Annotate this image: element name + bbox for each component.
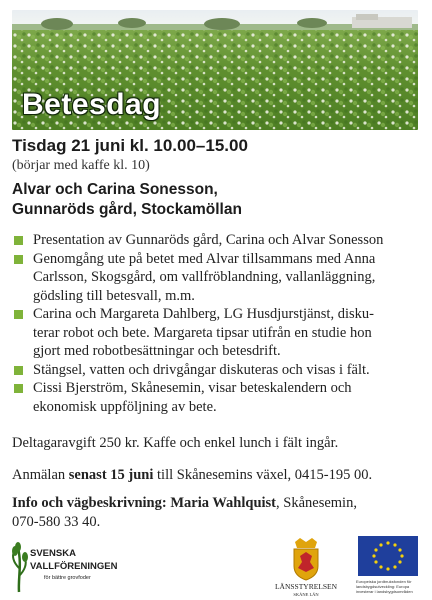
list-item (12, 379, 420, 416)
host-location: Gunnaröds gård, Stockamöllan (12, 201, 242, 218)
bullet-square-icon (14, 310, 23, 319)
registration-deadline: senast 15 juni (68, 467, 154, 483)
coffee-note: (börjar med kaffe kl. 10) (12, 158, 150, 173)
agenda-line: terar robot och bete. Margareta tipsar utifrån en studie hon (33, 324, 372, 341)
agenda-list (12, 231, 420, 416)
list-item (12, 231, 420, 250)
info-label: Info och vägbeskrivning: Maria Wahlquist (12, 495, 277, 511)
agenda-line: gjort med robotbesättningar och betesdrift. (33, 343, 281, 359)
lansstyrelsen-logo (270, 536, 342, 598)
eu-caption-1: Europeiska jordbruksfonden för (356, 579, 412, 584)
host-names: Alvar och Carina Sonesson, (12, 181, 218, 198)
registration-prefix: Anmälan (12, 467, 69, 483)
list-item (12, 250, 420, 306)
logo-line1: SVENSKA (30, 548, 76, 559)
bullet-square-icon (14, 384, 23, 393)
logo-line2: VALLFÖRENINGEN (30, 561, 118, 572)
lansstyrelsen-name: LÄNSSTYRELSEN (274, 582, 338, 591)
agenda-line: Carlsson, Skogsgård, om vallfröblandning, vallanläggning, (33, 269, 376, 285)
lansstyrelsen-sub: SKÅNE LÄN (293, 592, 319, 597)
info-rest: , Skånesemin, (276, 495, 357, 511)
eu-caption-3: investerar i landsbygdsområden (356, 589, 413, 594)
event-date: Tisdag 21 juni kl. 10.00–15.00 (12, 136, 248, 155)
bullet-square-icon (14, 366, 23, 375)
list-item (12, 361, 420, 380)
fee-text: Deltagaravgift 250 kr. Kaffe och enkel lunch i fält ingår. (12, 435, 339, 451)
eu-caption-2: landsbygdsutveckling: Europa (356, 584, 410, 589)
registration-suffix: till Skånesemins växel, 0415-195 00. (153, 467, 373, 483)
eu-flag-logo (352, 534, 424, 598)
info-text (12, 494, 422, 531)
bullet-square-icon (14, 236, 23, 245)
agenda-line: Cissi Bjerström, Skånesemin, visar beteskalendern och (33, 380, 352, 396)
bullet-square-icon (14, 255, 23, 264)
agenda-line: Stängsel, vatten och drivgångar diskuteras och visas i fält. (33, 361, 370, 378)
agenda-line: Genomgång ute på betet med Alvar tillsammans med Anna (33, 250, 376, 267)
logo-tagline: för bättre grovfoder (44, 575, 91, 581)
agenda-line: ekonomisk uppföljning av bete. (33, 398, 217, 415)
registration-text (12, 466, 422, 485)
page-title: Betesdag (22, 88, 162, 121)
svenska-vallforeningen-logo (10, 540, 120, 596)
agenda-line: Presentation av Gunnaröds gård, Carina och Alvar Sonesson (33, 232, 384, 248)
agenda-line: Carina och Margareta Dahlberg, LG Husdjurstjänst, disku- (33, 306, 374, 322)
agenda-line: gödsling till betesvall, m.m. (33, 287, 195, 304)
header-photo (12, 10, 418, 130)
info-phone: 070-580 33 40. (12, 513, 101, 530)
list-item (12, 305, 420, 361)
